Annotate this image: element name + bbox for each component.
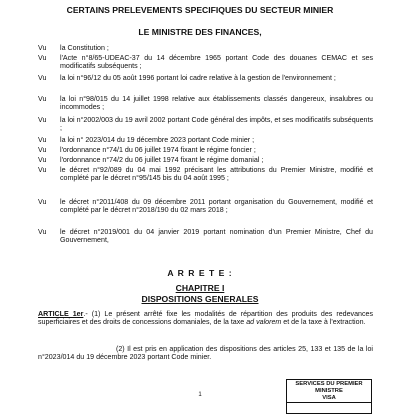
vu-label: Vu bbox=[38, 156, 47, 164]
vu-text: le décret n°2019/001 du 04 janvier 2019 portant nomination d'un Premier Ministre, Chef du Gouvernement, bbox=[60, 228, 373, 245]
vu-text: la Constitution ; bbox=[60, 44, 109, 52]
vu-text: l'ordonnance n°74/2 du 06 juillet 1974 fixant le régime domanial ; bbox=[60, 156, 264, 164]
article-1-italic: ad valorem bbox=[246, 318, 282, 327]
vu-label: Vu bbox=[38, 166, 47, 174]
vu-text: le décret n°92/089 du 04 mai 1992 précisant les attributions du Premier Ministre, modifié et complété par le décret n°95/145 bis du 04 août 1995 ; bbox=[60, 166, 373, 183]
vu-label: Vu bbox=[38, 54, 47, 62]
vu-text: la loi n° 2023/014 du 19 décembre 2023 portant Code minier ; bbox=[60, 136, 255, 144]
vu-item bbox=[38, 54, 373, 71]
vu-item bbox=[38, 198, 373, 215]
authority-heading: LE MINISTRE DES FINANCES, bbox=[138, 27, 262, 37]
vu-label: Vu bbox=[38, 74, 47, 82]
article-1-label: ARTICLE 1er bbox=[38, 310, 84, 318]
vu-item bbox=[38, 74, 373, 82]
document-title: CERTAINS PRELEVEMENTS SPECIFIQUES DU SECTEUR MINIER bbox=[66, 5, 334, 15]
vu-item bbox=[38, 146, 373, 154]
vu-item bbox=[38, 166, 373, 183]
vu-item bbox=[38, 44, 373, 52]
vu-label: Vu bbox=[38, 228, 47, 236]
vu-text: l'Acte n°8/65-UDEAC-37 du 14 décembre 1965 portant Code des douanes CEMAC et ses modificatifs subséquents ; bbox=[60, 54, 373, 71]
chapter-title: CHAPITRE I bbox=[175, 283, 225, 293]
arrete-heading: A R R E T E : bbox=[167, 268, 233, 278]
chapter-subtitle: DISPOSITIONS GENERALES bbox=[141, 294, 259, 304]
vu-item bbox=[38, 136, 373, 144]
article-1-text-b: et de la taxe à l'extraction. bbox=[283, 318, 366, 327]
vu-text: la loi n°98/015 du 14 juillet 1998 relative aux établissements classés dangereux, insalubres ou incommodes ; bbox=[60, 95, 373, 112]
vu-label: Vu bbox=[38, 146, 47, 154]
stamp-line-1: SERVICES DU PREMIER MINISTRE bbox=[295, 381, 363, 394]
article-1-paragraph-1 bbox=[38, 310, 373, 327]
page-number: 1 bbox=[198, 392, 202, 398]
vu-label: Vu bbox=[38, 198, 47, 206]
vu-item bbox=[38, 228, 373, 245]
vu-label: Vu bbox=[38, 116, 47, 124]
vu-item bbox=[38, 95, 373, 112]
vu-label: Vu bbox=[38, 95, 47, 103]
stamp-signature-box bbox=[287, 402, 371, 413]
vu-label: Vu bbox=[38, 44, 47, 52]
vu-item bbox=[38, 156, 373, 164]
vu-text: la loi n°2002/003 du 19 avril 2002 portant Code général des impôts, et ses modificatifs subséquents ; bbox=[60, 116, 373, 133]
vu-label: Vu bbox=[38, 136, 47, 144]
stamp-line-2: VISA bbox=[322, 395, 336, 401]
vu-item bbox=[38, 116, 373, 133]
article-1-text-a: .- (1) Le présent arrêté fixe les modalités de répartition des produits des redevances superficiaires et des droits de concessions domaniales, de la taxe bbox=[38, 310, 374, 327]
vu-text: l'ordonnance n°74/1 du 06 juillet 1974 fixant le régime foncier ; bbox=[60, 146, 256, 154]
vu-text: le décret n°2011/408 du 09 décembre 2011 portant organisation du Gouvernement, modifié et complété par le décret n°2018/190 du 02 mars 2018 ; bbox=[60, 198, 373, 215]
article-1-paragraph-2: (2) Il est pris en application des dispositions des articles 25, 133 et 135 de la loi n°2023/014 du 19 décembre 2023 portant Code minier. bbox=[38, 345, 373, 362]
vu-text: la loi n°96/12 du 05 août 1996 portant loi cadre relative à la gestion de l'environnement ; bbox=[60, 74, 336, 82]
